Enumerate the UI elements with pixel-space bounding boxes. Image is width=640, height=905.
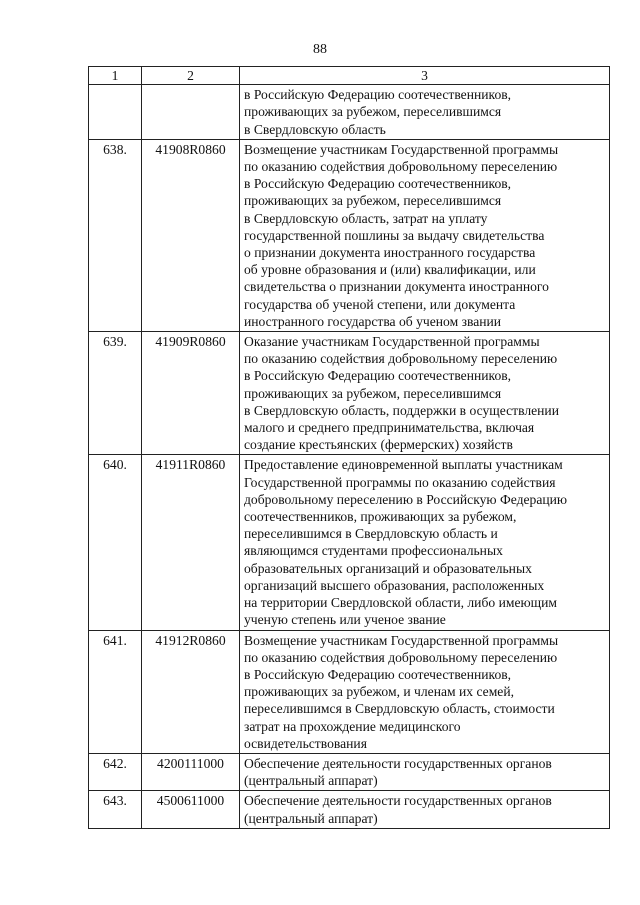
description-line: Государственной программы по оказанию содействия	[244, 474, 556, 490]
description-line: проживающих за рубежом, переселившимся	[244, 385, 502, 401]
description-line: Возмещение участникам Государственной программы	[244, 141, 559, 157]
description-line: ученую степень или ученое звание	[244, 612, 446, 628]
description-line: проживающих за рубежом, и членам их семей,	[244, 684, 515, 700]
description-line: затрат на прохождение медицинского	[244, 718, 461, 734]
description-line: в Российскую Федерацию соотечественников,	[244, 87, 512, 103]
description-line: Предоставление единовременной выплаты участникам	[244, 457, 563, 473]
table-row	[89, 791, 610, 828]
row-number: 638.	[89, 139, 142, 331]
target-article-code: 41911R0860	[142, 455, 240, 630]
description-line: иностранного государства об ученом звании	[244, 313, 502, 329]
description-line: о признании документа иностранного государства	[244, 245, 536, 261]
description-line: проживающих за рубежом, переселившимся	[244, 104, 502, 120]
description-line: соотечественников, проживающих за рубежом,	[244, 509, 517, 525]
description-line: по оказанию содействия добровольному переселению	[244, 649, 558, 665]
description-line: Обеспечение деятельности государственных органов	[244, 793, 552, 809]
header-row	[89, 67, 610, 85]
table-row	[89, 332, 610, 455]
description-line: в Российскую Федерацию соотечественников,	[244, 666, 512, 682]
page-number: 88	[313, 42, 327, 57]
table-row	[89, 455, 610, 630]
table-row	[89, 630, 610, 753]
target-article-code: 4200111000	[142, 753, 240, 790]
article-description	[240, 332, 610, 455]
description-line: в Свердловскую область	[244, 121, 386, 137]
table-row	[89, 753, 610, 790]
article-description	[240, 791, 610, 828]
description-line: добровольному переселению в Российскую Федерацию	[244, 491, 568, 507]
column-header-description: 3	[240, 67, 610, 85]
description-line: проживающих за рубежом, переселившимся	[244, 193, 502, 209]
description-line: государства об ученой степени, или документа	[244, 296, 516, 312]
target-article-code	[142, 85, 240, 140]
description-line: Оказание участникам Государственной программы	[244, 334, 540, 350]
column-header-code: 2	[142, 67, 240, 85]
description-line: организаций высшего образования, расположенных	[244, 577, 545, 593]
row-number: 643.	[89, 791, 142, 828]
article-description	[240, 455, 610, 630]
table-header	[89, 67, 610, 85]
description-line: на территории Свердловской области, либо имеющим	[244, 595, 557, 611]
description-line: в Российскую Федерацию соотечественников,	[244, 176, 512, 192]
row-number: 641.	[89, 630, 142, 753]
description-line: малого и среднего предпринимательства, включая	[244, 420, 535, 436]
classification-table	[88, 66, 610, 829]
description-line: в Российскую Федерацию соотечественников,	[244, 368, 512, 384]
column-header-number: 1	[89, 67, 142, 85]
target-article-code: 41909R0860	[142, 332, 240, 455]
description-line: освидетельствования	[244, 735, 367, 751]
target-article-code: 4500611000	[142, 791, 240, 828]
description-line: в Свердловскую область, затрат на уплату	[244, 210, 488, 226]
description-line: переселившимся в Свердловскую область, стоимости	[244, 701, 555, 717]
description-line: государственной пошлины за выдачу свидетельства	[244, 227, 545, 243]
description-line: Обеспечение деятельности государственных органов	[244, 755, 552, 771]
description-line: Возмещение участникам Государственной программы	[244, 632, 559, 648]
description-line: по оказанию содействия добровольному переселению	[244, 159, 558, 175]
target-article-code: 41908R0860	[142, 139, 240, 331]
description-line: об уровне образования и (или) квалификации, или	[244, 262, 536, 278]
description-line: по оказанию содействия добровольному переселению	[244, 351, 558, 367]
article-description	[240, 753, 610, 790]
table-body	[89, 85, 610, 829]
article-description	[240, 630, 610, 753]
description-line: образовательных организаций и образовательных	[244, 560, 532, 576]
description-line: переселившимся в Свердловскую область и	[244, 526, 498, 542]
row-number: 640.	[89, 455, 142, 630]
article-description	[240, 85, 610, 140]
description-line: (центральный аппарат)	[244, 810, 378, 826]
table-row	[89, 85, 610, 140]
article-description	[240, 139, 610, 331]
row-number: 642.	[89, 753, 142, 790]
description-line: в Свердловскую область, поддержки в осуществлении	[244, 402, 559, 418]
description-line: создание крестьянских (фермерских) хозяйств	[244, 437, 513, 453]
table-row	[89, 139, 610, 331]
description-line: свидетельства о признании документа иностранного	[244, 279, 549, 295]
description-line: являющимся студентами профессиональных	[244, 543, 503, 559]
row-number: 639.	[89, 332, 142, 455]
row-number	[89, 85, 142, 140]
target-article-code: 41912R0860	[142, 630, 240, 753]
description-line: (центральный аппарат)	[244, 773, 378, 789]
